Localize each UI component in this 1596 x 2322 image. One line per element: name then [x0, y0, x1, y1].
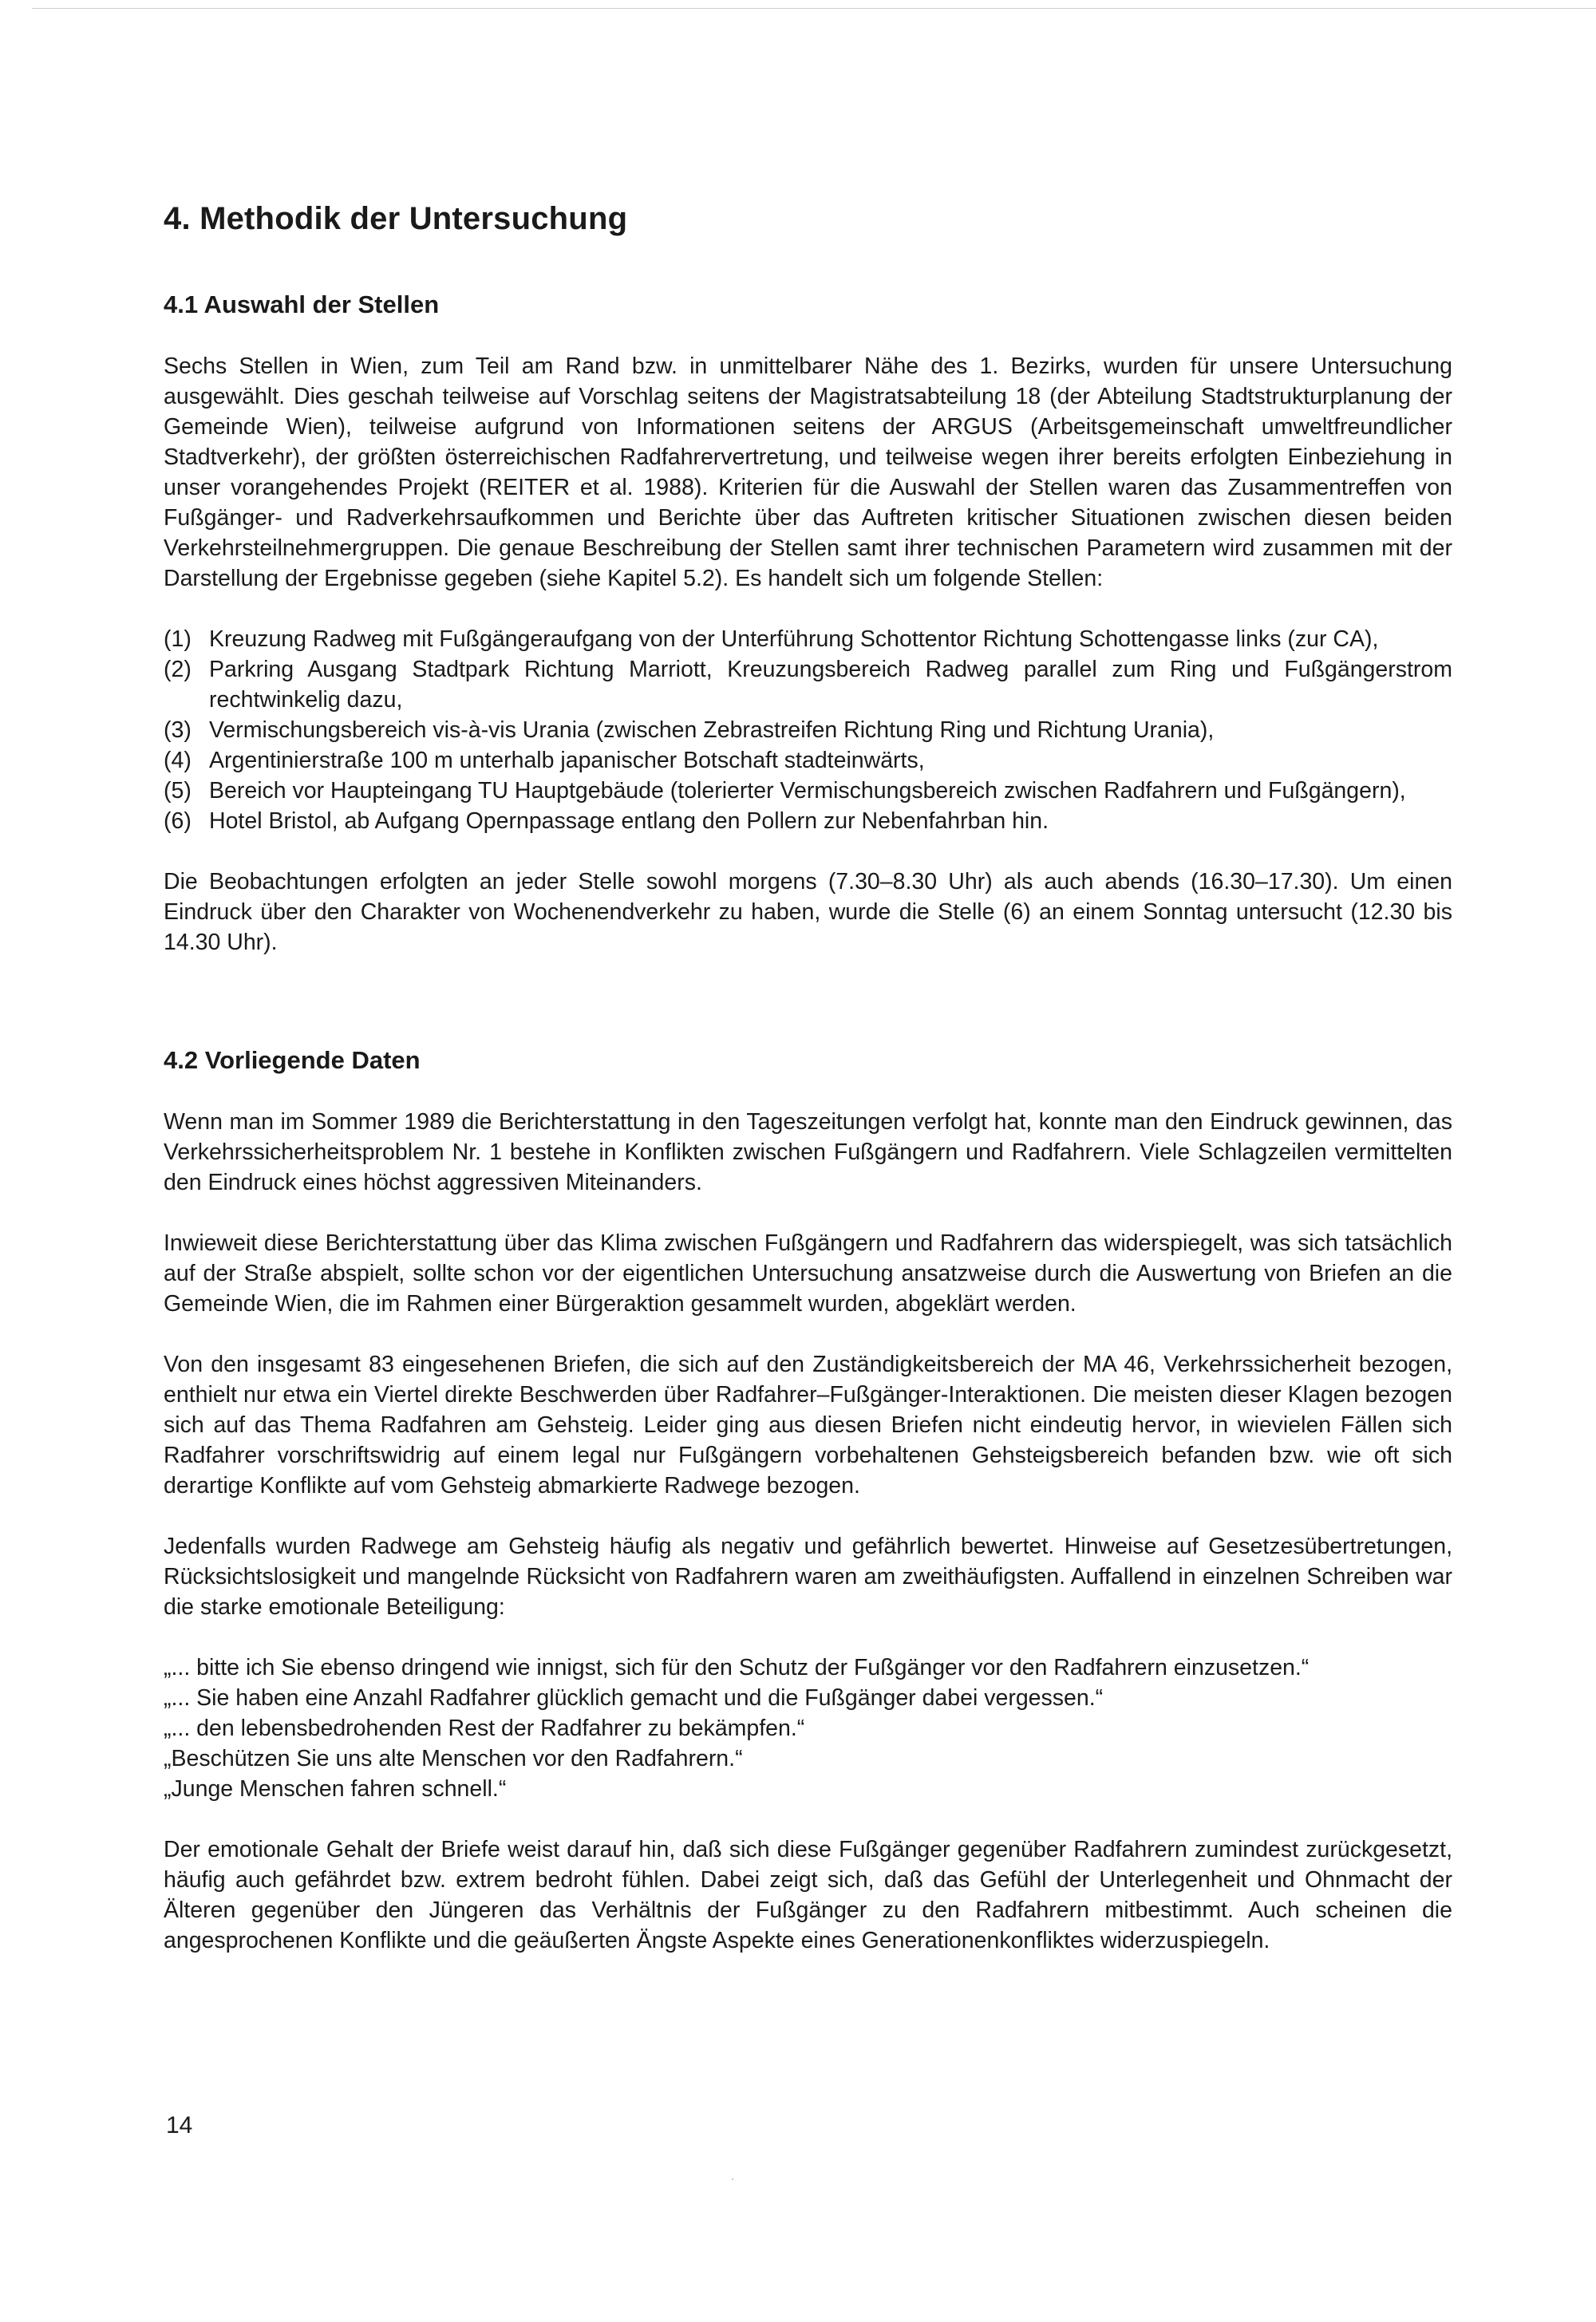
section-4-2-paragraph-3: Von den insgesamt 83 eingesehenen Briefen, die sich auf den Zuständigkeitsbereich der MA 46, Verkehrssicherheit bezogen, enthielt nur etwa ein Viertel direkte Beschwerden über Radfahrer–Fußgänger-Interaktionen. Die meisten dieser Klagen bezogen sich auf das Thema Radfahren am Gehsteig. Leider ging aus diesen Briefen nicht eindeutig hervor, in wievielen Fällen sich Radfahrer vorschriftswidrig auf einem legal nur Fußgängern vorbehaltenen Gehsteigsbereich befanden bzw. wie oft sich derartige Konflikte auf vom Gehsteig abmarkierte Radwege bezogen.	[164, 1352, 1452, 1499]
section-4-1-closing: Die Beobachtungen erfolgten an jeder Stelle sowohl morgens (7.30–8.30 Uhr) als auch abends (16.30–17.30). Um einen Eindruck über den Charakter von Wochenendverkehr zu haben, wurde die Stelle (6) an einem Sonntag untersucht (12.30 bis 14.30 Uhr).	[164, 869, 1452, 956]
stelle-item-6	[164, 806, 1452, 836]
scan-speck	[732, 2178, 733, 2180]
document-page	[164, 199, 1452, 1986]
section-4-2-paragraph-1: Wenn man im Sommer 1989 die Berichterstattung in den Tageszeitungen verfolgt hat, konnte man den Eindruck gewinnen, das Verkehrssicherheitsproblem Nr. 1 bestehe in Konflikten zwischen Fußgängern und Radfahrern. Viele Schlagzeilen vermittelten den Eindruck eines höchst aggressiven Miteinanders.	[164, 1109, 1452, 1196]
stelle-item-5	[164, 776, 1452, 806]
stelle-text: Hotel Bristol, ab Aufgang Opernpassage entlang den Pollern zur Nebenfahrban hin.	[209, 808, 1049, 835]
scan-top-edge	[32, 8, 1596, 9]
letter-quotes	[164, 1653, 1452, 1804]
quote-line: „... den lebensbedrohenden Rest der Radfahrer zu bekämpfen.“	[164, 1716, 805, 1742]
quote-line: „... Sie haben eine Anzahl Radfahrer glücklich gemacht und die Fußgänger dabei vergessen.“	[164, 1685, 1104, 1712]
stelle-number: (2)	[164, 657, 192, 683]
stelle-item-1	[164, 624, 1452, 654]
stelle-number: (5)	[164, 778, 192, 804]
stelle-item-4	[164, 745, 1452, 776]
stelle-text: Argentinierstraße 100 m unterhalb japanischer Botschaft stadteinwärts,	[209, 748, 925, 774]
stelle-item-2	[164, 654, 1452, 715]
quote-line: „... bitte ich Sie ebenso dringend wie innigst, sich für den Schutz der Fußgänger vor den Radfahrern einzusetzen.“	[164, 1655, 1310, 1681]
page-number: 14	[166, 2112, 193, 2138]
section-4-2-closing: Der emotionale Gehalt der Briefe weist darauf hin, daß sich diese Fußgänger gegenüber Radfahrern zumindest zurückgesetzt, häufig auch gefährdet bzw. extrem bedroht fühlen. Dabei zeigt sich, daß das Gefühl der Unterlegenheit und Ohnmacht der Älteren gegenüber den Jüngeren das Verhältnis der Fußgänger zu den Radfahrern mitbestimmt. Auch scheinen die angesprochenen Konflikte und die geäußerten Ängste Aspekte eines Generationenkonfliktes widerzuspiegeln.	[164, 1837, 1452, 1954]
stelle-text: Kreuzung Radweg mit Fußgängeraufgang von der Unterführung Schottentor Richtung Schottengasse links (zur CA),	[209, 626, 1379, 653]
stelle-number: (3)	[164, 717, 192, 744]
stelle-text: Vermischungsbereich vis-à-vis Urania (zwischen Zebrastreifen Richtung Ring und Richtung Urania),	[209, 717, 1215, 744]
stelle-number: (1)	[164, 626, 192, 653]
stelle-text: Bereich vor Haupteingang TU Hauptgebäude (tolerierter Vermischungsbereich zwischen Radfahrern und Fußgängern),	[209, 778, 1406, 804]
section-4-2-paragraph-2: Inwieweit diese Berichterstattung über das Klima zwischen Fußgängern und Radfahrern das widerspiegelt, was sich tatsächlich auf der Straße abspielt, sollte schon vor der eigentlichen Untersuchung ansatzweise durch die Auswertung von Briefen an die Gemeinde Wien, die im Rahmen einer Bürgeraktion gesammelt wurden, abgeklärt werden.	[164, 1230, 1452, 1317]
stelle-text: Parkring Ausgang Stadtpark Richtung Marriott, Kreuzungsbereich Radweg parallel zum Ring und Fußgängerstrom rechtwinkelig dazu,	[209, 657, 1452, 713]
quote-line: „Junge Menschen fahren schnell.“	[164, 1776, 507, 1803]
stellen-list	[164, 624, 1452, 836]
stelle-item-3	[164, 715, 1452, 745]
section-title-4-2: 4.2 Vorliegende Daten	[164, 1046, 421, 1075]
stelle-number: (6)	[164, 808, 192, 835]
quote-line: „Beschützen Sie uns alte Menschen vor den Radfahrern.“	[164, 1746, 743, 1772]
section-4-2-paragraph-4: Jedenfalls wurden Radwege am Gehsteig häufig als negativ und gefährlich bewertet. Hinweise auf Gesetzesübertretungen, Rücksichtslosigkeit und mangelnde Rücksicht von Radfahrern waren am zweithäufigsten. Auffallend in einzelnen Schreiben war die starke emotionale Beteiligung:	[164, 1534, 1452, 1621]
stelle-number: (4)	[164, 748, 192, 774]
section-title-4-1: 4.1 Auswahl der Stellen	[164, 290, 440, 318]
chapter-title: 4. Methodik der Untersuchung	[164, 201, 628, 236]
section-4-1-intro: Sechs Stellen in Wien, zum Teil am Rand bzw. in unmittelbarer Nähe des 1. Bezirks, wurden für unsere Untersuchung ausgewählt. Dies geschah teilweise auf Vorschlag seitens der Magistratsabteilung 18 (der Abteilung Stadtstrukturplanung der Gemeinde Wien), teilweise aufgrund von Informationen seitens der ARGUS (Arbeitsgemeinschaft umweltfreundlicher Stadtverkehr), der größten österreichischen Radfahrervertretung, und teilweise wegen ihrer bereits erfolgten Einbeziehung in unser vorangehendes Projekt (REITER et al. 1988). Kriterien für die Auswahl der Stellen waren das Zusammentreffen von Fußgänger- und Radverkehrsaufkommen und Berichte über das Auftreten kritischer Situationen zwischen diesen beiden Verkehrsteilnehmergruppen. Die genaue Beschreibung der Stellen samt ihrer technischen Parametern wird zusammen mit der Darstellung der Ergebnisse gegeben (siehe Kapitel 5.2). Es handelt sich um folgende Stellen:	[164, 353, 1452, 592]
